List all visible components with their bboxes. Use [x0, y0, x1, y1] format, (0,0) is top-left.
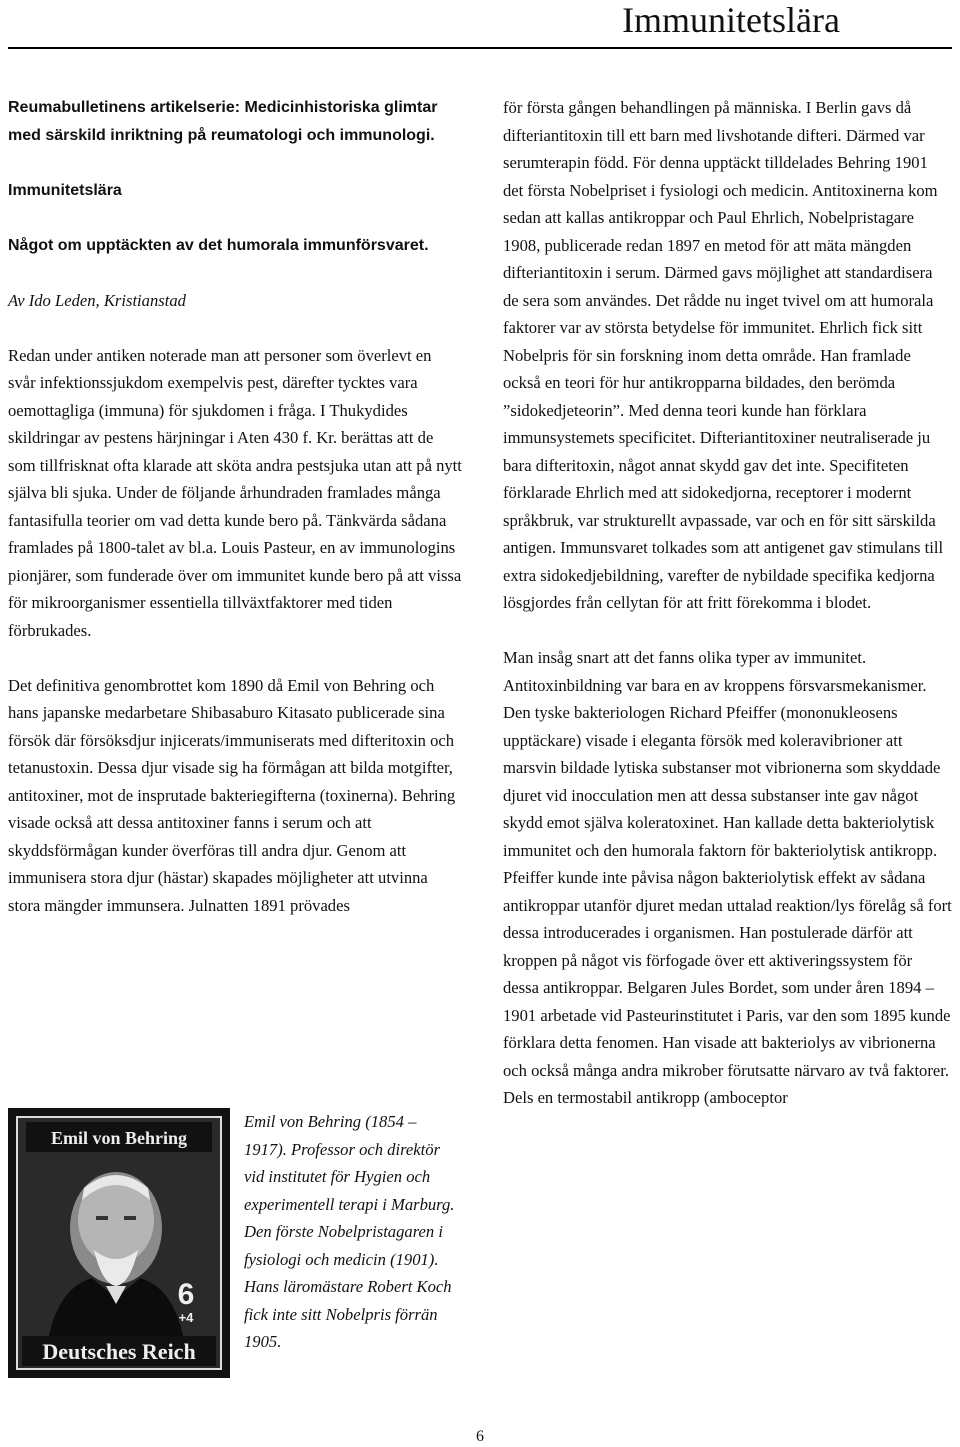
left-column: [8, 94, 463, 919]
paragraph-breakthrough: Det definitiva genombrottet kom 1890 då Emil von Behring och hans japanske medarbetare Shibasaburo Kitasato publicerade sina försök där försöksdjur injicerats/immuniserats med difteritoxin och tetanustoxin. Dessa djur visade sig ha förmågan att bilda motgifter, antitoxiner, mot de insprutade bakteriegifterna (toxinerna). Behring visade också att dessa antitoxiner fanns i serum och att skyddsförmågan kunder överföras till andra djur. Genom att immunisera stora djur (hästar) skapades möjligheter att utvinna stora mängder immunsera. Julnatten 1891 prövades: [8, 675, 456, 915]
stamp-value-main: 6: [177, 1278, 195, 1311]
byline: Av Ido Leden, Kristianstad: [8, 290, 186, 310]
header-rule: [8, 47, 952, 49]
spacer: [8, 204, 463, 232]
paragraph-immunity-types: Man insåg snart att det fanns olika typer av immunitet. Antitoxinbildning var bara en av kroppens försvarsmekanismer. Den tyske bakteriologen Richard Pfeiffer (mononukleosens upptäckare) visade i eleganta försök med koleravibrioner att marsvin bildade lytiska substanser mot vibrionerna som skyddade djuret vid inocculation men att dessa substanser inte gav något skydd emot själva koleratoxinet. Han kallade detta bakteriolytisk immunitet och den humorala faktorn för bakteriolytisk antikropp. Pfeiffer kunde inte påvisa någon bakteriolytisk effekt av sådana antikroppar utanför djuret medan uttalad reaktion/lys förelåg så fort dessa introducerades i organismen. Han postulerade därför att kroppen på något vis förfogade över ett aktiveringssystem för dessa antikroppar. Belgaren Jules Bordet, som under åren 1894 – 1901 arbetade vid Pasteurinstitutet i Paris, var den som 1895 kunde förklara detta fenomen. Han visade att bakteriolys av vibrionerna och också många andra mikrober förutsatte närvaro av två faktorer. Dels en termostabil antikropp (amboceptor: [503, 648, 952, 1107]
page-title: Immunitetslära: [622, 0, 840, 40]
spacer: [8, 149, 463, 177]
article-subheading: Något om upptäckten av det humorala immunförsvaret.: [8, 236, 429, 254]
figure-caption: Emil von Behring (1854 – 1917). Professor och direktör vid institutet för Hygien och experimentell terapi i Marburg. Den förste Nobelpristagaren i fysiologi och medicin (1901). Hans läromästare Robert Koch fick inte sitt Nobelpris förrän 1905.: [244, 1112, 455, 1351]
paragraph-antiquity: Redan under antiken noterade man att personer som överlevt en svår infektionssjukdom exempelvis pest, därefter tycktes vara oemottagliga (immuna) för sjukdomen i fråga. I Thukydides skildringar av pestens härjningar i Aten 430 f. Kr. berättas att de som tillfrisknat ofta klarade att sköta andra pestsjuka utan att på nytt själva bli sjuka. Under de följande århundraden framlades många fantasifulla teorier om vad detta kunde bero på. Tänkvärda sådana framlades på 1800-talet av bl.a. Louis Pasteur, en av immunologins pionjärer, som funderade över om immunitet kunde bero på att vissa för mikroorganismer essentiella tillväxtfaktorer med tiden förbrukades.: [8, 345, 462, 640]
stamp-top-text: Emil von Behring: [50, 1128, 188, 1148]
stamp-image: [8, 1108, 230, 1378]
series-intro: Reumabulletinens artikelserie: Medicinhistoriska glimtar med särskild inriktning på reumatologi och immunologi.: [8, 99, 438, 144]
article-heading: Immunitetslära: [8, 181, 122, 199]
page-number: 6: [476, 1428, 484, 1445]
paragraph-serum-therapy: för första gången behandlingen på människa. I Berlin gavs då difteriantitoxin till ett barn med livshotande difteri. Därmed var serumterapin född. För denna upptäckt tilldelades Behring 1901 det första Nobelpriset i fysiologi och medicin. Antitoxinerna kom sedan att kallas antikroppar och Paul Ehrlich, Nobelpristagare 1908, publicerade redan 1897 en metod för att mäta mängden difteriantitoxin i serum. Därmed gavs möjlighet att standardisera de sera som användes. Det rådde nu inget tvivel om att humorala faktorer var av största betydelse för immunitet. Ehrlich fick sitt Nobelpris för sin forskning inom detta område. Han framlade också en teori för hur antikropparna bildades, den berömda ”sidokedjeteorin”. Med denna teori kunde han förklara immunsystemets specificitet. Difteriantitoxiner neutraliserade ju bara difteritoxin, något annat skydd gav det inte. Specifiteten förklarade Ehrlich med att sidokedjorna, receptorer i modernt språkbruk, var strukturellt avpassade, var och en för sitt särskilda antigen. Immunsvaret tolkades som att antigenet gav stimulans till extra sidokedjebildning, varefter de nybildade specifika kedjorna lösgjordes från cellytan för att fritt förekomma i blodet.: [503, 98, 944, 612]
right-column: [503, 94, 952, 1112]
stamp-bottom-text: Deutsches Reich: [42, 1339, 196, 1364]
stamp-portrait: [8, 1108, 230, 1378]
stamp-value-extra: +4: [178, 1310, 194, 1325]
behring-figure: [8, 1108, 460, 1378]
